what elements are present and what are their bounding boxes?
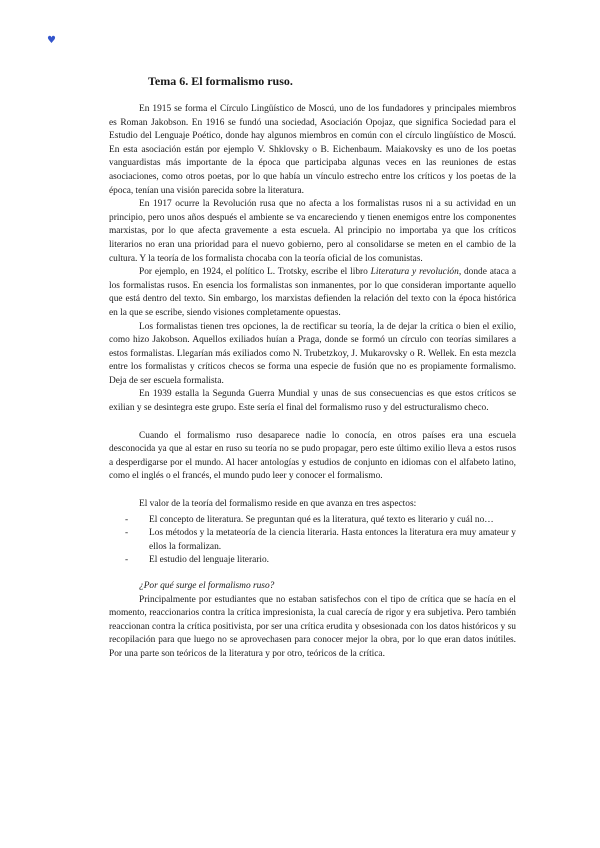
paragraph-desconocido: Cuando el formalismo ruso desaparece nadie lo conocía, en otros países era una escuela desconocida ya que al estar en ruso su teoría no se pudo propagar, pero este último exilio lleva a estos rusos a desperdigarse por el mundo. Al hacer antologías y estudios de conjunto en idiomas con el alfabeto latino, como el inglés o el francés, el mundo pudo leer y conocer el formalismo. — [109, 430, 516, 482]
paragraph-why: Principalmente por estudiantes que no estaban satisfechos con el tipo de crítica que se hacía en el momento, reaccionarios contra la crítica impresionista, la cual carecía de rigor y era subjetiva. Pero también reaccionan contra la crítica positivista, por ser una crítica erudita y obsesionada con los datos históricos y su recopilación para que luego no se aprovechasen para conocer mejor la obra, por lo que eran datos inútiles. Por una parte son teóricos de la literatura y por otro, teóricos de la crítica. — [109, 594, 516, 659]
document-body — [109, 103, 516, 662]
paragraph-circulo: En 1915 se forma el Círculo Lingüístico de Moscú, uno de los fundadores y principales miembros es Roman Jakobson. En 1916 se fundó una sociedad, Asociación Opojaz, que significa Sociedad para el Estudio del Lenguaje Poético, donde hay algunos miembros en común con el círculo lingüístico de Moscú. En esta asociación están por ejemplo V. Shklovsky o B. Eichenbaum. Maiakovsky es uno de los poetas vanguardistas más importante de la época que participaba algunas veces en las reuniones de estas asociaciones, como otros poetas, por lo que había un vínculo estrecho entre los críticos y los poetas de la época, tenían una visión parecida sobre la literatura. — [109, 104, 516, 196]
trotsky-before: Por ejemplo, en 1924, el político L. Trotsky, escribe el libro — [139, 267, 371, 278]
list-item — [109, 554, 516, 568]
section-question: ¿Por qué surge el formalismo ruso? — [139, 581, 275, 591]
paragraph-1939: En 1939 estalla la Segunda Guerra Mundial y unas de sus consecuencias es que estos críticos se exilian y se desintegra este grupo. Este sería el final del formalismo ruso y del estructuralismo checo. — [109, 389, 516, 414]
aspects-intro: El valor de la teoría del formalismo reside en que avanza en tres aspectos: — [139, 499, 417, 510]
aspect-text: Los métodos y la metateoría de la ciencia literaria. Hasta entonces la literatura era muy amateur y ellos la formalizan. — [149, 528, 516, 552]
paragraph-opciones: Los formalistas tienen tres opciones, la de rectificar su teoría, la de dejar la crítica o bien el exilio, como hizo Jakobson. Aquellos exiliados huían a Praga, donde se formó un círculo con teorías similares a estos formalistas. Llegarían más exiliados como N. Trubetzkoy, J. Mukarovsky o R. Wellek. En esta mezcla entre los formalistas y críticos checos se forma una especie de fusión que no es propiamente formalismo. Deja de ser escuela formalista. — [109, 321, 516, 386]
paragraph-revolucion: En 1917 ocurre la Revolución rusa que no afecta a los formalistas rusos ni a su actividad en un principio, pero unos años después el ambiente se va encareciendo y tienen enemigos entre los componentes marxistas, por lo que afecta gravemente a esta escuela. Al principio no importaba ya que los críticos literarios no eran una prioridad para el nuevo gobierno, pero al consolidarse se meten en el cambio de la cultura. Y la teoría de los formalista chocaba con la teoría oficial de los comunistas. — [109, 199, 516, 264]
aspects-list — [109, 514, 516, 568]
aspect-text: El concepto de literatura. Se preguntan qué es la literatura, qué texto es literario y cuál no… — [149, 514, 494, 525]
book-title: Literatura y revolución — [370, 267, 459, 278]
trotsky-after: , donde ataca a los formalistas rusos. En esencia los formalistas son inmanentes, por lo que consideran importante aquello que está dentro del texto. Sin embargo, los marxistas defienden la relación del texto con la época histórica en la que se escribe, siendo visiones completamente opuestas. — [109, 267, 517, 318]
aspect-text: El estudio del lenguaje literario. — [149, 555, 270, 566]
list-item — [109, 527, 516, 554]
bullet-dash: - — [125, 514, 129, 525]
bullet-dash: - — [125, 528, 129, 539]
heart-icon: ♥ — [47, 35, 56, 46]
page-title: Tema 6. El formalismo ruso. — [148, 74, 293, 88]
bullet-dash: - — [125, 555, 129, 566]
list-item — [109, 514, 516, 528]
paragraph-trotsky — [109, 266, 516, 320]
